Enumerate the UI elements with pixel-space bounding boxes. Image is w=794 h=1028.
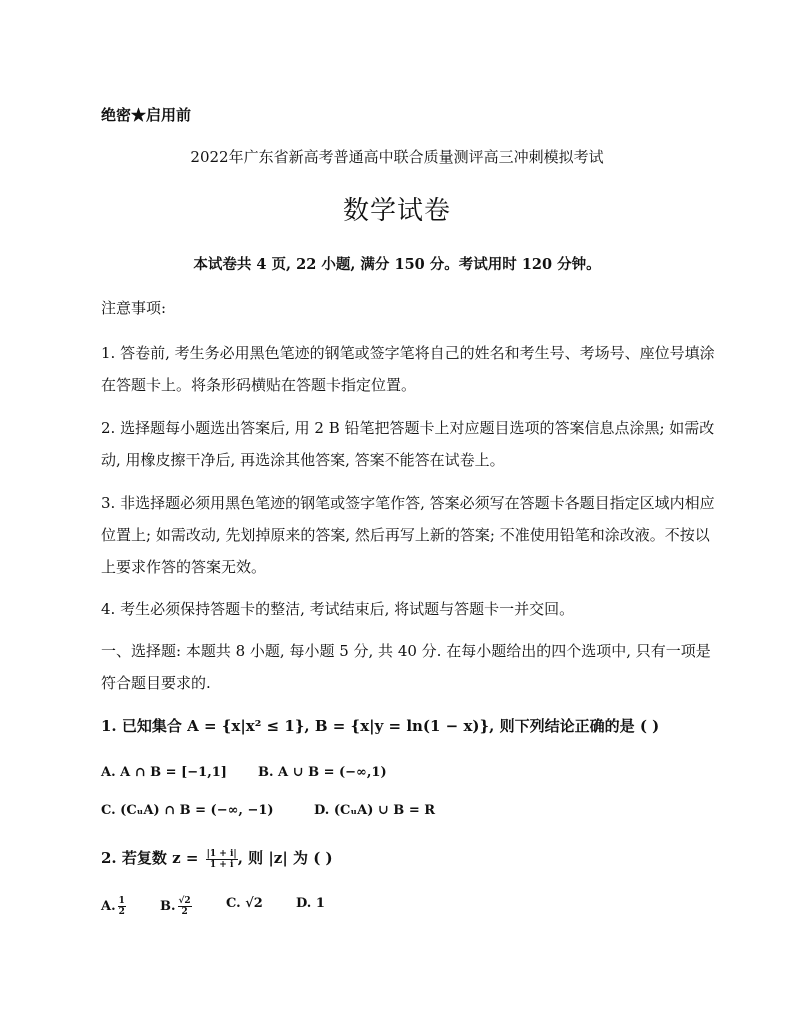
- note-item: 1. 答卷前, 考生务必用黑色笔迹的钢笔或签字笔将自己的姓名和考生号、考场号、座位号填涂在答题卡上。将条形码横贴在答题卡指定位置。: [101, 344, 715, 394]
- q2-option-d-value: 1: [315, 896, 325, 911]
- note-item: 3. 非选择题必须用黑色笔迹的钢笔或签字笔作答, 答案必须写在答题卡各题目指定区域内相应位置上; 如需改动, 先划掉原来的答案, 然后再写上新的答案; 不准使用铅笔和涂改液。不按以上要求作答的答案无效。: [101, 494, 715, 576]
- q2-option-b-fraction: [178, 896, 192, 917]
- q2-option-b-denominator: 2: [181, 907, 188, 917]
- note-item: 4. 考生必须保持答题卡的整洁, 考试结束后, 将试题与答题卡一并交回。: [101, 600, 575, 618]
- q2-option-a-fraction: [118, 896, 126, 917]
- q2-fraction-numerator: |1 + i|: [206, 848, 237, 859]
- q2-fraction: [206, 849, 238, 870]
- question-2-stem: [101, 847, 333, 870]
- section-heading: 一、选择题: 本题共 8 小题, 每小题 5 分, 共 40 分. 在每小题给出的四个选项中, 只有一项是符合题目要求的.: [101, 642, 711, 692]
- q2-option-d-label: D.: [296, 896, 312, 911]
- q2-option-a-label: A.: [101, 899, 116, 914]
- notes-heading: 注意事项:: [101, 299, 167, 317]
- q2-option-b-label: B.: [160, 899, 176, 914]
- q1-option-d: D. (CᵤA) ∪ B = R: [314, 803, 436, 818]
- q2-option-c-value: √2: [245, 896, 263, 911]
- q2-option-a: [101, 896, 126, 917]
- q2-option-c: [226, 896, 263, 911]
- q2-option-b: [160, 896, 192, 917]
- q1-option-c: C. (CᵤA) ∩ B = (−∞, −1): [101, 803, 274, 818]
- question-1-stem: 1. 已知集合 A = {x|x² ≤ 1}, B = {x|y = ln(1 − x)}, 则下列结论正确的是 ( ): [101, 717, 660, 735]
- q1-option-a: A. A ∩ B = [−1,1]: [101, 765, 227, 780]
- q2-option-b-numerator: √2: [178, 896, 191, 906]
- exam-title: 2022年广东省新高考普通高中联合质量测评高三冲刺模拟考试: [190, 148, 604, 166]
- exam-info: 本试卷共 4 页, 22 小题, 满分 150 分。考试用时 120 分钟。: [193, 256, 601, 273]
- q2-stem-prefix: 2. 若复数 z =: [101, 849, 204, 867]
- q2-option-a-denominator: 2: [118, 907, 125, 917]
- q2-option-a-numerator: 1: [118, 896, 125, 906]
- subject-title: 数学试卷: [342, 196, 451, 226]
- q1-option-b: B. A ∪ B = (−∞,1): [258, 765, 387, 780]
- q2-stem-suffix: , 则 |z| 为 ( ): [237, 849, 333, 867]
- q2-fraction-denominator: 1 + i: [209, 859, 234, 870]
- secret-label: 绝密★启用前: [101, 106, 192, 124]
- q2-option-c-label: C.: [226, 896, 241, 911]
- q2-option-d: [296, 896, 325, 911]
- note-item: 2. 选择题每小题选出答案后, 用 2 B 铅笔把答题卡上对应题目选项的答案信息点涂黑; 如需改动, 用橡皮擦干净后, 再选涂其他答案, 答案不能答在试卷上。: [101, 419, 715, 469]
